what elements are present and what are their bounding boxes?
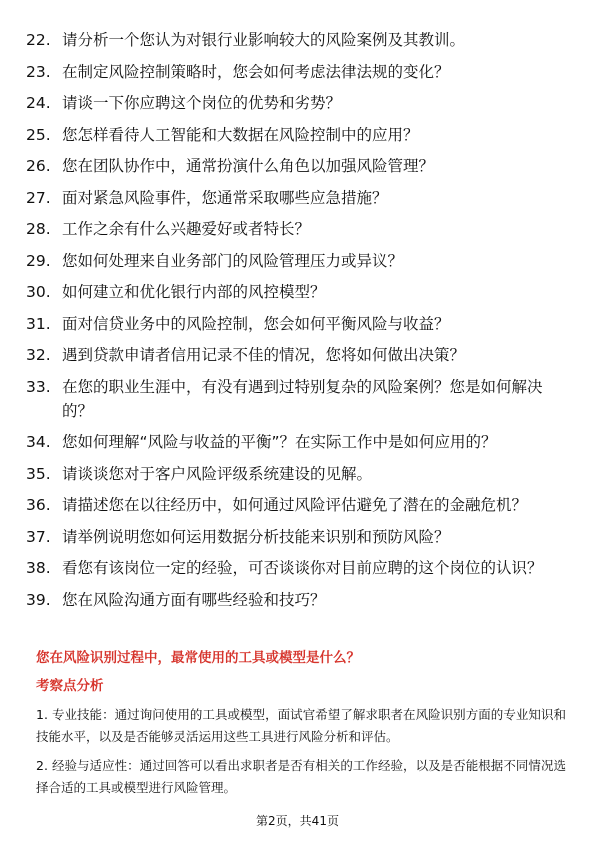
question-number: 35. bbox=[26, 464, 51, 483]
analysis-title: 考察点分析 bbox=[36, 678, 104, 694]
analysis-paragraph: 1. 专业技能：通过询问使用的工具或模型，面试官希望了解求职者在风险识别方面的专业知识和技能水平，以及是否能够灵活运用这些工具进行风险分析和评估。 bbox=[36, 707, 566, 744]
question-text: 看您有该岗位一定的经验，可否谈谈你对目前应聘的这个岗位的认识？ bbox=[62, 559, 543, 577]
question-item bbox=[26, 462, 571, 486]
question-text: 如何建立和优化银行内部的风控模型？ bbox=[62, 283, 326, 301]
question-text: 您如何处理来自业务部门的风险管理压力或异议？ bbox=[62, 251, 404, 270]
question-item bbox=[26, 186, 571, 210]
question-item bbox=[26, 249, 571, 273]
question-number: 26. bbox=[26, 157, 51, 175]
question-number: 22. bbox=[26, 31, 51, 49]
question-text: 您如何理解“风险与收益的平衡”？在实际工作中是如何应用的？ bbox=[62, 433, 497, 451]
question-number: 37. bbox=[26, 527, 51, 546]
question-number: 38. bbox=[26, 559, 51, 577]
question-item bbox=[26, 28, 571, 52]
question-text: 在您的职业生涯中，有没有遇到过特别复杂的风险案例？您是如何解决的？ bbox=[62, 377, 543, 420]
question-text: 请谈谈您对于客户风险评级系统建设的见解。 bbox=[62, 464, 373, 483]
question-item bbox=[26, 280, 571, 304]
question-item bbox=[26, 217, 571, 241]
question-number: 31. bbox=[26, 314, 51, 333]
question-item bbox=[26, 493, 571, 517]
page-footer: 第2页，共41页 bbox=[256, 814, 339, 828]
question-number: 27. bbox=[26, 188, 51, 207]
question-number: 34. bbox=[26, 433, 51, 451]
question-text: 工作之余有什么兴趣爱好或者特长？ bbox=[62, 220, 311, 238]
highlight-question: 您在风险识别过程中，最常使用的工具或模型是什么？ bbox=[36, 650, 360, 666]
question-item bbox=[26, 154, 571, 178]
question-item bbox=[26, 588, 571, 612]
question-number: 24. bbox=[26, 94, 51, 112]
question-text: 遇到贷款申请者信用记录不佳的情况，您将如何做出决策？ bbox=[62, 346, 466, 364]
question-number: 36. bbox=[26, 496, 51, 514]
question-item bbox=[26, 91, 571, 115]
question-item bbox=[26, 556, 571, 580]
question-item bbox=[26, 60, 571, 84]
question-text: 您在团队协作中，通常扮演什么角色以加强风险管理？ bbox=[62, 157, 435, 175]
question-number: 39. bbox=[26, 590, 51, 609]
question-number: 32. bbox=[26, 346, 51, 364]
analysis-paragraph: 2. 经验与适应性：通过回答可以看出求职者是否有相关的工作经验，以及是否能根据不同情况选择合适的工具或模型进行风险管理。 bbox=[36, 758, 566, 795]
question-number: 33. bbox=[26, 377, 51, 396]
question-item bbox=[26, 312, 571, 336]
question-item bbox=[26, 525, 571, 549]
question-list bbox=[26, 28, 571, 619]
question-text: 面对紧急风险事件，您通常采取哪些应急措施？ bbox=[62, 188, 388, 207]
question-text: 请描述您在以往经历中，如何通过风险评估避免了潜在的金融危机？ bbox=[62, 496, 528, 514]
question-item bbox=[26, 343, 571, 367]
question-text: 请举例说明您如何运用数据分析技能来识别和预防风险？ bbox=[62, 527, 450, 546]
question-text: 您在风险沟通方面有哪些经验和技巧？ bbox=[62, 590, 326, 609]
question-number: 28. bbox=[26, 220, 51, 238]
question-text: 您怎样看待人工智能和大数据在风险控制中的应用？ bbox=[62, 125, 419, 144]
question-text: 面对信贷业务中的风险控制，您会如何平衡风险与收益？ bbox=[62, 314, 450, 333]
question-text: 请分析一个您认为对银行业影响较大的风险案例及其教训。 bbox=[62, 31, 466, 49]
question-item bbox=[26, 430, 571, 454]
question-number: 23. bbox=[26, 62, 51, 81]
question-number: 25. bbox=[26, 125, 51, 144]
question-item bbox=[26, 123, 571, 147]
question-text: 请谈一下你应聘这个岗位的优势和劣势？ bbox=[62, 94, 342, 112]
question-item bbox=[26, 375, 571, 423]
analysis-body bbox=[36, 704, 566, 806]
question-number: 29. bbox=[26, 251, 51, 270]
question-text: 在制定风险控制策略时，您会如何考虑法律法规的变化？ bbox=[62, 62, 450, 81]
question-number: 30. bbox=[26, 283, 51, 301]
